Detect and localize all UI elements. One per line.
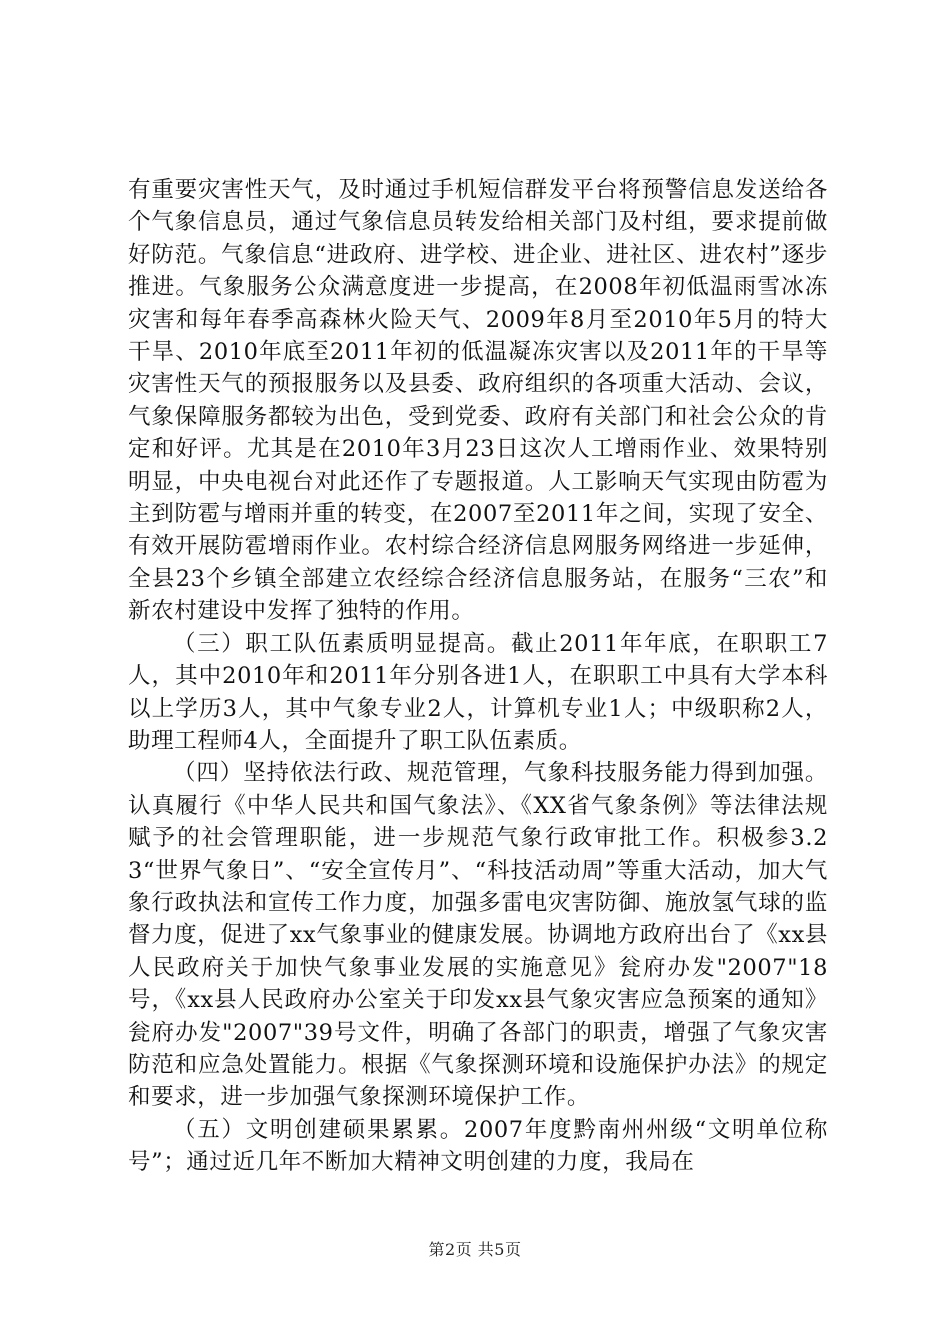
page-number-footer: 第2页 共5页 <box>428 1240 522 1259</box>
document-body <box>128 174 828 1179</box>
paragraph-staff-quality: （三）职工队伍素质明显提高。截止2011年年底，在职职工7人，其中2010年和2011年分别各进1人，在职职工中具有大学本科以上学历3人，其中气象专业2人，计算机专业1人；中级职称2人，助理工程师4人，全面提升了职工队伍素质。 <box>128 630 828 754</box>
paragraph-civilization-building: （五）文明创建硕果累累。2007年度黔南州州级“文明单位称号”；通过近几年不断加大精神文明创建的力度，我局在 <box>128 1116 828 1176</box>
paragraph-weather-service: 有重要灾害性天气，及时通过手机短信群发平台将预警信息发送给各个气象信息员，通过气象信息员转发给相关部门及村组，要求提前做好防范。气象信息“进政府、进学校、进企业、进社区、进农村”逐步推进。气象服务公众满意度进一步提高，在2008年初低温雨雪冰冻灾害和每年春季高森林火险天气、2009年8月至2010年5月的特大干旱、2010年底至2011年初的低温凝冻灾害以及2011年的干旱等灾害性天气的预报服务以及县委、政府组织的各项重大活动、会议，气象保障服务都较为出色，受到党委、政府有关部门和社会公众的肯定和好评。尤其是在2010年3月23日这次人工增雨作业、效果特别明显，中央电视台对此还作了专题报道。人工影响天气实现由防雹为主到防雹与增雨并重的转变，在2007至2011年之间，实现了安全、有效开展防雹增雨作业。农村综合经济信息网服务网络进一步延伸，全县23个乡镇全部建立农经综合经济信息服务站，在服务“三农”和新农村建设中发挥了独特的作用。 <box>128 177 828 625</box>
paragraph-law-administration: （四）坚持依法行政、规范管理，气象科技服务能力得到加强。认真履行《中华人民共和国气象法》、《XX省气象条例》等法律法规赋予的社会管理职能，进一步规范气象行政审批工作。积极参3.23“世界气象日”、“安全宣传月”、“科技活动周”等重大活动，加大气象行政执法和宣传工作力度，加强多雷电灾害防御、施放氢气球的监督力度，促进了xx气象事业的健康发展。协调地方政府出台了《xx县人民政府关于加快气象事业发展的实施意见》瓮府办发"2007"18号，《xx县人民政府办公室关于印发xx县气象灾害应急预案的通知》瓮府办发"2007"39号文件，明确了各部门的职责，增强了气象灾害防范和应急处置能力。根据《气象探测环境和设施保护办法》的规定和要求，进一步加强气象探测环境保护工作。 <box>128 760 828 1111</box>
